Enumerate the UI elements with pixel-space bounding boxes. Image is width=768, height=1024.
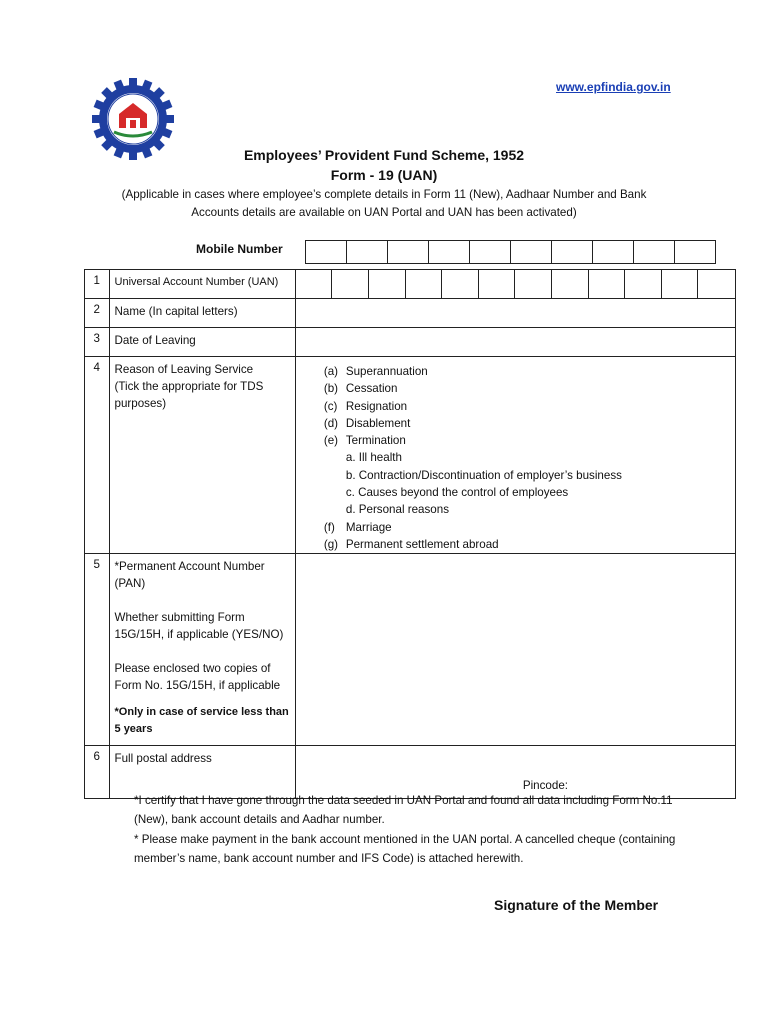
- pincode-label: Pincode:: [522, 779, 568, 793]
- reason-option-termination[interactable]: (e) Termination: [323, 434, 406, 448]
- declaration: [134, 791, 694, 869]
- reason-label-cell: [109, 357, 295, 554]
- uan-digit-box[interactable]: [589, 270, 626, 298]
- termination-beyond-control[interactable]: c. Causes beyond the control of employees: [345, 486, 569, 500]
- mobile-digit-box[interactable]: [470, 241, 511, 263]
- website-link[interactable]: www.epfindia.gov.in: [556, 80, 671, 94]
- uan-digit-box[interactable]: [515, 270, 552, 298]
- pan-label-cell: [109, 554, 295, 746]
- row-number: 2: [85, 299, 110, 328]
- uan-digit-box[interactable]: [442, 270, 479, 298]
- applicability-note-line2: Accounts details are available on UAN Portal and UAN has been activated): [191, 206, 577, 219]
- reason-label: Reason of Leaving Service: [114, 363, 254, 376]
- mobile-digit-box[interactable]: [675, 241, 716, 263]
- form-title: Employees’ Provident Fund Scheme, 1952: [243, 147, 525, 163]
- uan-row: [85, 270, 736, 299]
- date-of-leaving-label: Date of Leaving: [109, 328, 295, 357]
- uan-digit-box[interactable]: [625, 270, 662, 298]
- mobile-digit-box[interactable]: [347, 241, 388, 263]
- row-number: 3: [85, 328, 110, 357]
- termination-personal-reasons[interactable]: d. Personal reasons: [345, 503, 449, 517]
- service-note: *Only in case of service less than 5 years: [114, 706, 289, 736]
- mobile-digit-box[interactable]: [593, 241, 634, 263]
- row-number: 5: [85, 554, 110, 746]
- reason-option-superannuation[interactable]: (a) Superannuation: [323, 365, 428, 378]
- name-field[interactable]: [295, 299, 735, 328]
- mobile-digit-box[interactable]: [634, 241, 675, 263]
- uan-field[interactable]: [295, 270, 735, 299]
- row-number: 1: [85, 270, 110, 299]
- mobile-digit-box[interactable]: [511, 241, 552, 263]
- mobile-number-input[interactable]: [305, 240, 716, 264]
- signature-label: Signature of the Member: [494, 897, 659, 913]
- applicability-note-line1: (Applicable in cases where employee’s complete details in Form 11 (New), Aadhaar Number and Bank: [121, 188, 647, 201]
- pan-label: *Permanent Account Number (PAN): [114, 560, 265, 591]
- reason-option-marriage[interactable]: (f) Marriage: [323, 520, 392, 534]
- declaration-certify: *I certify that I have gone through the data seeded in UAN Portal and found all data including Form No.11 (New), bank account details and Aadhar number.: [134, 794, 673, 827]
- uan-digit-box[interactable]: [369, 270, 406, 298]
- reason-option-cessation[interactable]: (b) Cessation: [323, 382, 398, 396]
- reason-option-resignation[interactable]: (c) Resignation: [323, 399, 408, 413]
- form-subtitle: Form - 19 (UAN): [330, 167, 438, 183]
- uan-digit-box[interactable]: [698, 270, 735, 298]
- reason-option-settlement-abroad[interactable]: (g) Permanent settlement abroad: [323, 537, 499, 551]
- form15-label: Whether submitting Form 15G/15H, if applicable (YES/NO): [114, 611, 284, 642]
- uan-digit-box[interactable]: [479, 270, 516, 298]
- pan-field[interactable]: [295, 554, 735, 746]
- pan-row: [85, 554, 736, 746]
- termination-contraction[interactable]: b. Contraction/Discontinuation of employer’s business: [345, 468, 622, 482]
- termination-ill-health[interactable]: a. Ill health: [345, 451, 402, 465]
- uan-digit-box[interactable]: [662, 270, 699, 298]
- uan-digit-box[interactable]: [552, 270, 589, 298]
- uan-digit-box[interactable]: [332, 270, 369, 298]
- name-label: Name (In capital letters): [109, 299, 295, 328]
- mobile-digit-box[interactable]: [552, 241, 593, 263]
- form15-copies-label: Please enclosed two copies of Form No. 15G/15H, if applicable: [114, 662, 281, 693]
- date-of-leaving-field[interactable]: [295, 328, 735, 357]
- mobile-digit-box[interactable]: [306, 241, 347, 263]
- mobile-number-label: Mobile Number: [196, 242, 283, 256]
- row-number: 6: [85, 746, 110, 799]
- reason-label-note: (Tick the appropriate for TDS purposes): [114, 380, 264, 410]
- reason-options-cell: [295, 357, 735, 554]
- date-of-leaving-row: [85, 328, 736, 357]
- uan-digit-box[interactable]: [296, 270, 333, 298]
- declaration-payment: * Please make payment in the bank account mentioned in the UAN portal. A cancelled cheque (containing member’s name, bank account number and IFS Code) is attached herewith.: [134, 832, 676, 866]
- mobile-digit-box[interactable]: [388, 241, 429, 263]
- uan-label: Universal Account Number (UAN): [109, 270, 295, 299]
- row-number: 4: [85, 357, 110, 554]
- uan-digit-box[interactable]: [406, 270, 443, 298]
- mobile-digit-box[interactable]: [429, 241, 470, 263]
- form-table: [84, 269, 736, 799]
- reason-option-disablement[interactable]: (d) Disablement: [323, 416, 411, 430]
- reason-row: [85, 357, 736, 554]
- name-row: [85, 299, 736, 328]
- address-label: Full postal address: [109, 746, 295, 799]
